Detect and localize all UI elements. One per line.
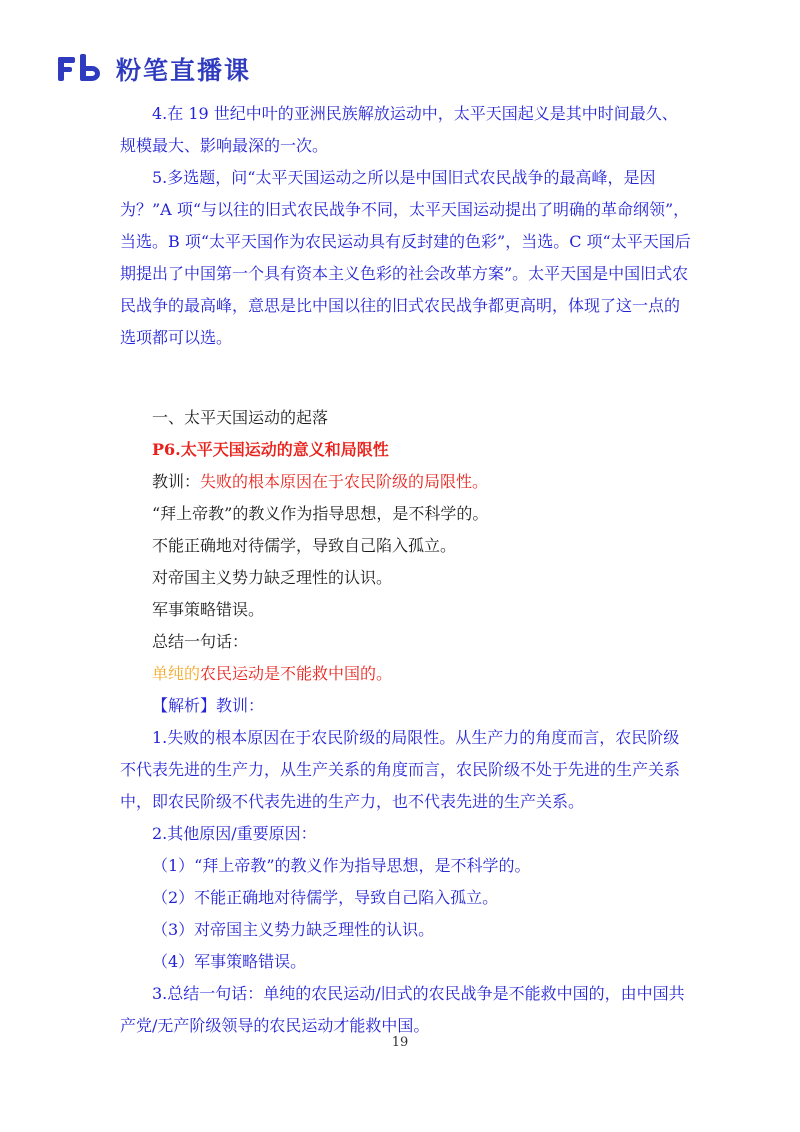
paragraph-point-4: 4.在 19 世纪中叶的亚洲民族解放运动中，太平天国起义是其中时间最久、规模最大、影响最深的一次。 bbox=[120, 104, 678, 155]
brand-name: 粉笔直播课 bbox=[116, 56, 252, 85]
lesson-text: 失败的根本原因在于农民阶级的局限性。 bbox=[200, 472, 489, 491]
topic-heading: P6.太平天国运动的意义和局限性 bbox=[152, 440, 389, 459]
lesson-item: 不能正确地对待儒学，导致自己陷入孤立。 bbox=[152, 536, 457, 555]
section-title: 一、太平天国运动的起落 bbox=[152, 408, 329, 427]
analysis-subpoint: （3）对帝国主义势力缺乏理性的认识。 bbox=[152, 920, 435, 939]
analysis-subpoint: （4）军事策略错误。 bbox=[152, 952, 307, 971]
header bbox=[58, 52, 251, 86]
analysis-point-3: 3.总结一句话：单纯的农民运动/旧式的农民战争是不能救中国的，由中国共产党/无产阶级领导的农民运动才能救中国。 bbox=[120, 984, 685, 1035]
lesson-item: 对帝国主义势力缺乏理性的认识。 bbox=[152, 568, 393, 587]
analysis-label: 【解析】教训： bbox=[152, 696, 265, 715]
fb-logo-icon bbox=[58, 54, 108, 84]
analysis-point-1: 1.失败的根本原因在于农民阶级的局限性。从生产力的角度而言，农民阶级不代表先进的生产力，从生产关系的角度而言，农民阶级不处于先进的生产关系中，即农民阶级不代表先进的生产力，也不代表先进的生产关系。 bbox=[120, 728, 681, 811]
paragraph-point-5: 5.多选题，问“太平天国运动之所以是中国旧式农民战争的最高峰，是因为？”A 项“与以往的旧式农民战争不同，太平天国运动提出了明确的革命纲领”，当选。B 项“太平天国作为农民运动具有反封建的色彩”，当选。C 项“太平天国后期提出了中国第一个具有资本主义色彩的社会改革方案”。太平天国是中国旧式农民战争的最高峰，意思是比中国以往的旧式农民战争都更高明，体现了这一点的选项都可以选。 bbox=[120, 168, 691, 347]
summary-label: 总结一句话： bbox=[152, 632, 249, 651]
lesson-item: 军事策略错误。 bbox=[152, 600, 265, 619]
analysis-point-2: 2.其他原因/重要原因： bbox=[152, 824, 317, 843]
document-body bbox=[120, 98, 692, 1042]
lesson-line bbox=[120, 466, 692, 498]
summary-part-1: 单纯的 bbox=[152, 664, 201, 683]
summary-line bbox=[120, 658, 692, 690]
lesson-item: “拜上帝教”的教义作为指导思想，是不科学的。 bbox=[152, 504, 489, 523]
analysis-subpoint: （2）不能正确地对待儒学，导致自己陷入孤立。 bbox=[152, 888, 499, 907]
summary-part-2: 农民运动是不能救中国的。 bbox=[200, 664, 393, 683]
page-number: 19 bbox=[391, 1035, 409, 1050]
analysis-subpoint: （1）“拜上帝教”的教义作为指导思想，是不科学的。 bbox=[152, 856, 531, 875]
lesson-label: 教训： bbox=[152, 472, 201, 491]
